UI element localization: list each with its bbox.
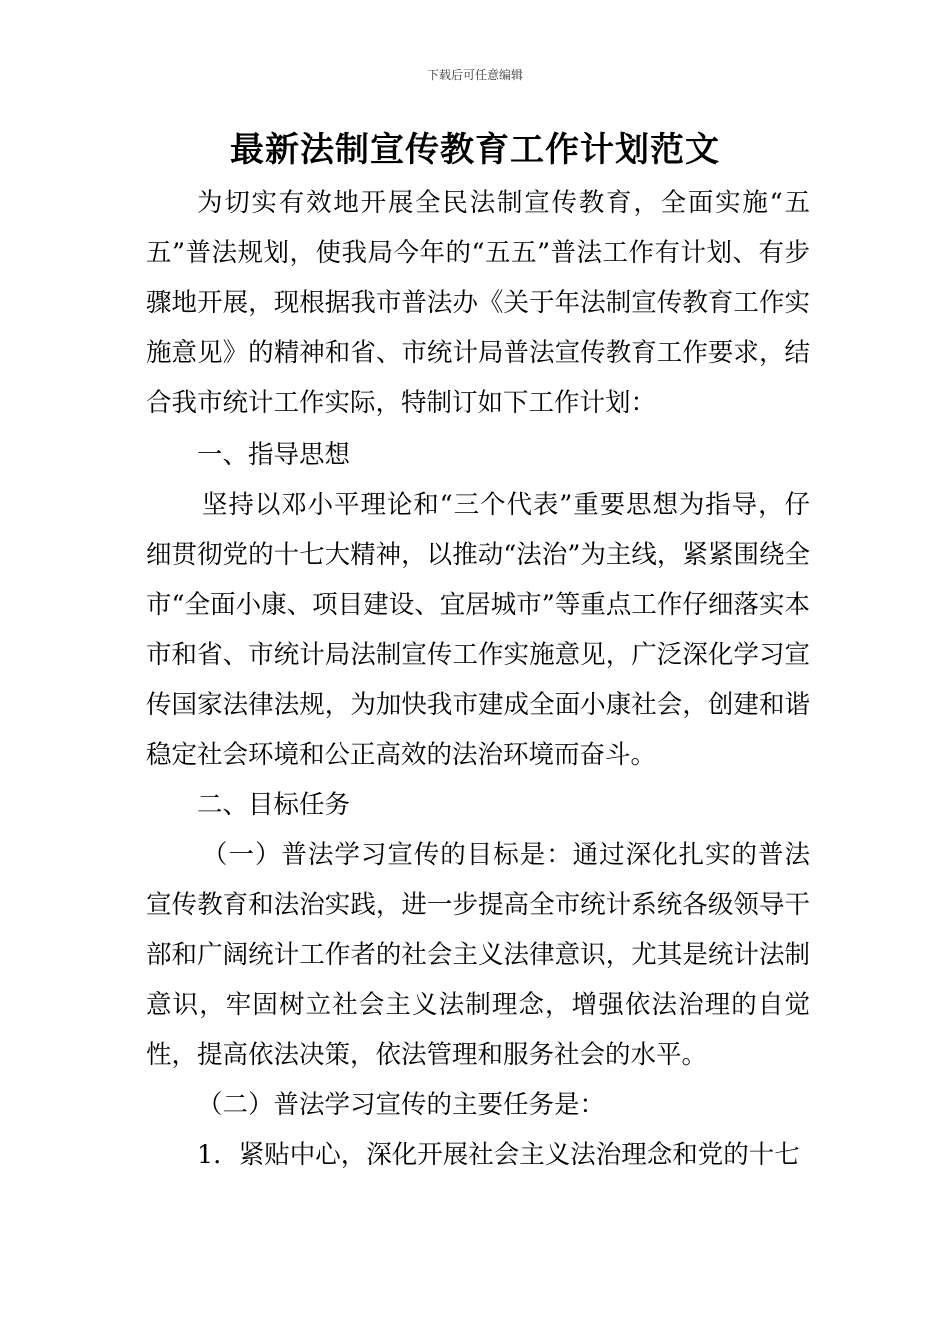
goal-paragraph-2: （二）普法学习宣传的主要任务是： bbox=[197, 1090, 606, 1120]
guiding-paragraph: 坚持以邓小平理论和“三个代表”重要思想为指导，仔细贯彻党的十七大精神，以推动“法治”为主线，紧紧围绕全市“全面小康、项目建设、宜居城市”等重点工作仔细落实本市和省、市统计局法制宣传工作实施意见，广泛深化学习宣传国家法律法规，为加快我市建成全面小康社会，创建和谐稳定社会环境和公正高效的法治环境而奋斗。 bbox=[146, 490, 810, 770]
document-body bbox=[146, 178, 810, 1180]
section-heading-guiding: 一、指导思想 bbox=[197, 440, 351, 470]
goal-paragraph-1: （一）普法学习宣传的目标是：通过深化扎实的普法宣传教育和法治实践，进一步提高全市统计系统各级领导干部和广阔统计工作者的社会主义法律意识，尤其是统计法制意识，牢固树立社会主义法制理念，增强依法治理的自觉性，提高依法决策，依法管理和服务社会的水平。 bbox=[146, 840, 810, 1070]
intro-paragraph: 为切实有效地开展全民法制宣传教育，全面实施“五五”普法规划，使我局今年的“五五”普法工作有计划、有步骤地开展，现根据我市普法办《关于年法制宣传教育工作实施意见》的精神和省、市统计局普法宣传教育工作要求，结合我市统计工作实际，特制订如下工作计划： bbox=[146, 188, 810, 418]
header-note: 下载后可任意编辑 bbox=[426, 68, 523, 82]
document-title: 最新法制宣传教育工作计划范文 bbox=[230, 130, 720, 170]
section-heading-goals: 二、目标任务 bbox=[197, 790, 351, 820]
list-item-1: 1．紧贴中心，深化开展社会主义法治理念和党的十七 bbox=[197, 1140, 800, 1170]
